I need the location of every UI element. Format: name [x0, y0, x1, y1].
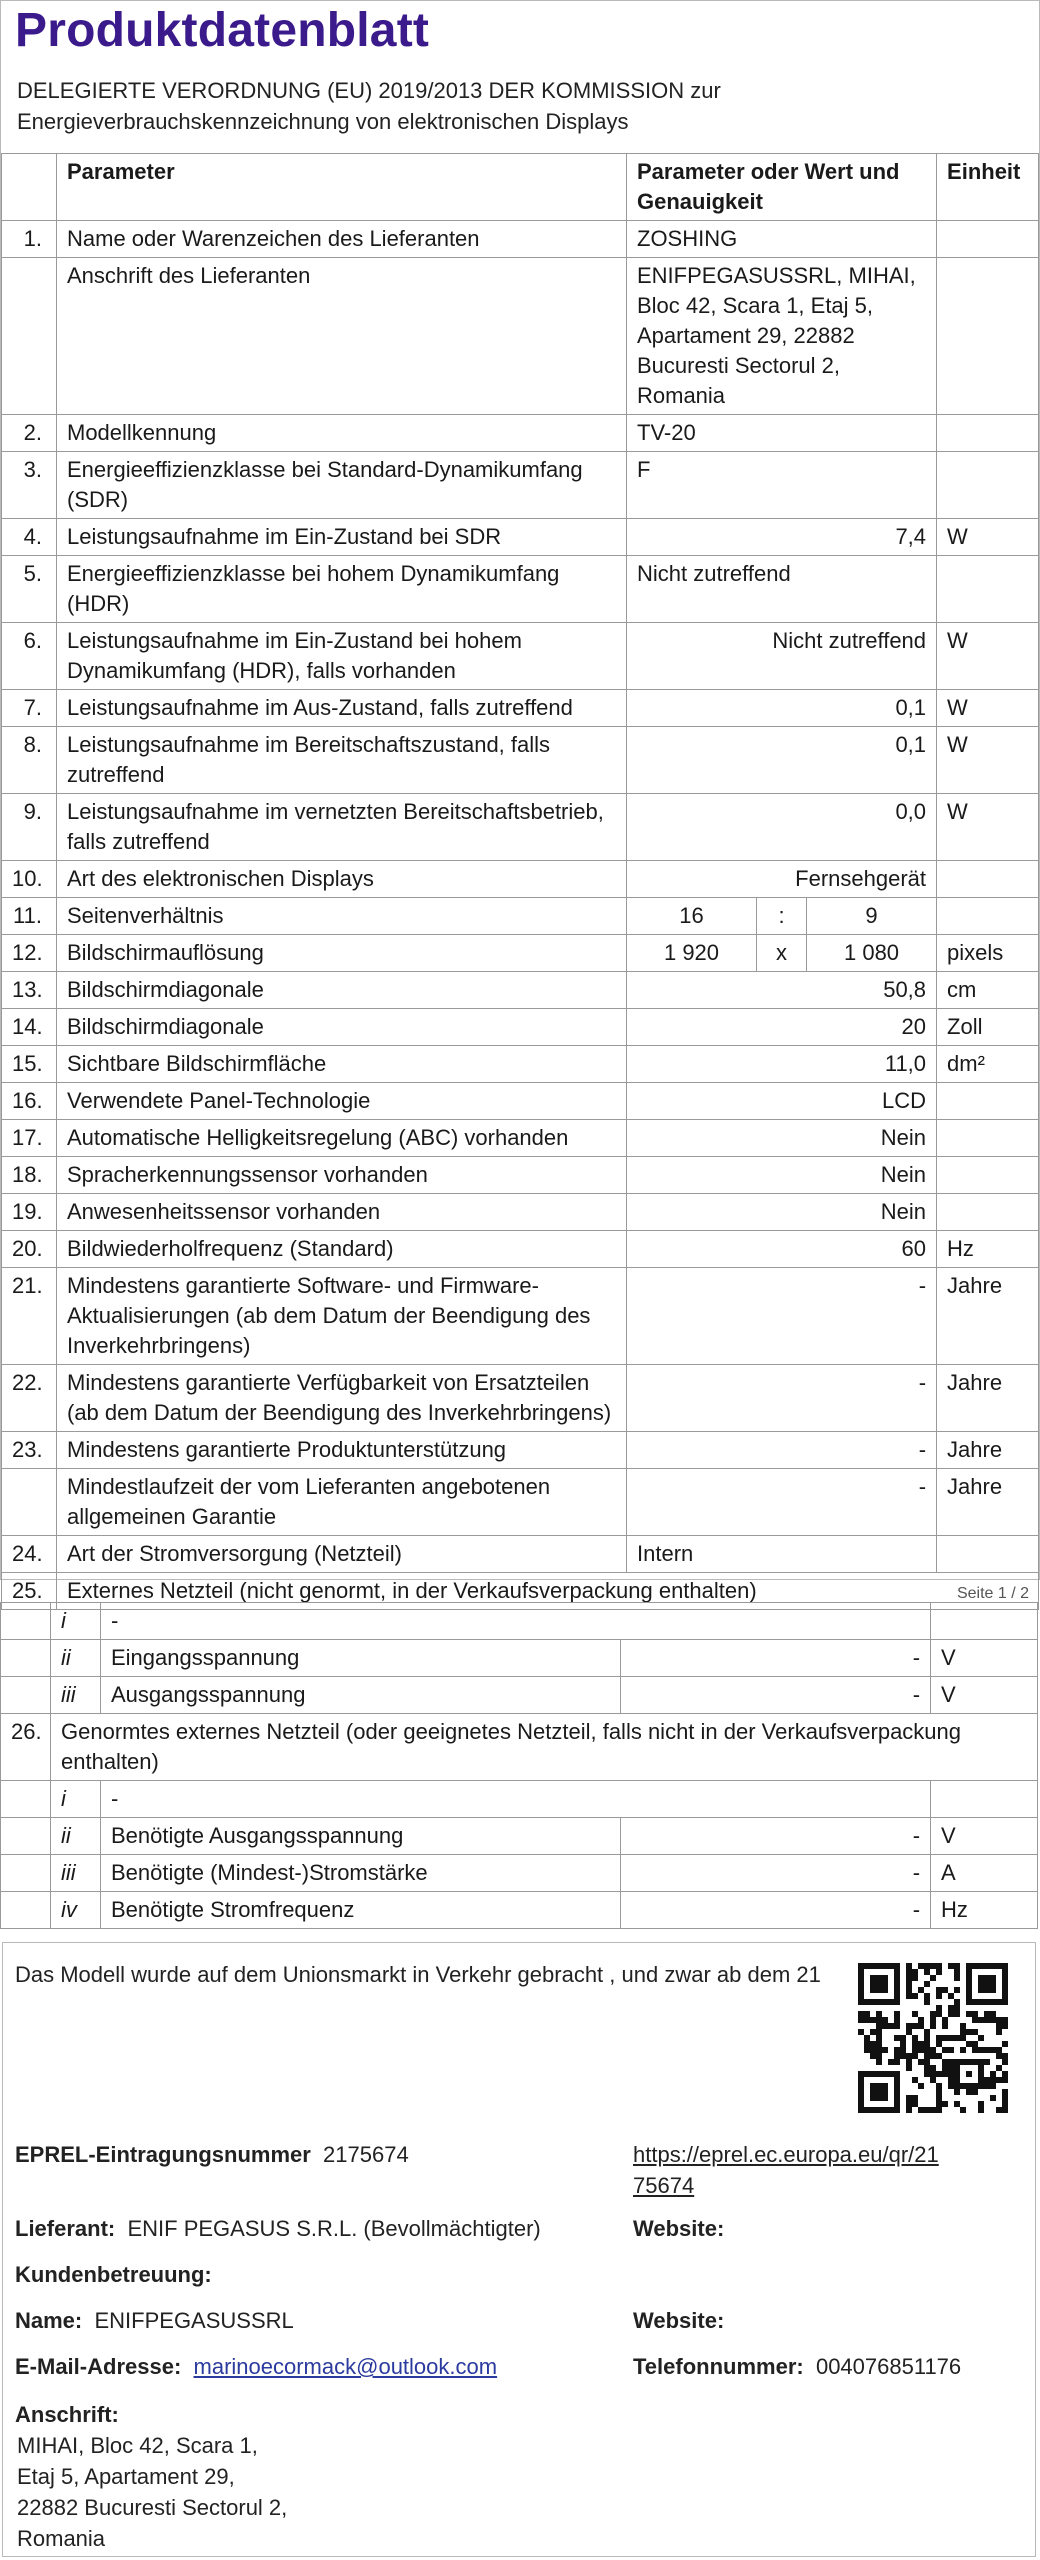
sub-row-index: iv — [51, 1892, 101, 1929]
table-row — [1, 1714, 1038, 1781]
sub-row-unit: Hz — [931, 1892, 1038, 1929]
header-value: Parameter oder Wert und Genauigkeit — [627, 154, 937, 221]
row-label: Art des elektronischen Displays — [57, 861, 627, 898]
row-value: Nein — [627, 1194, 937, 1231]
table-row — [2, 1365, 1039, 1432]
row-unit: Hz — [937, 1231, 1039, 1268]
row-number: 18. — [2, 1157, 57, 1194]
row-unit: W — [937, 690, 1039, 727]
row-number — [2, 1469, 57, 1536]
row-label: Art der Stromversorgung (Netzteil) — [57, 1536, 627, 1573]
table-row — [2, 1469, 1039, 1536]
row-unit — [937, 1194, 1039, 1231]
table-row — [2, 1046, 1039, 1083]
row-unit: W — [937, 794, 1039, 861]
sub-row-value: - — [621, 1677, 931, 1714]
row-value: 20 — [627, 1009, 937, 1046]
sub-row-label: - — [101, 1603, 931, 1640]
row-unit: Jahre — [937, 1432, 1039, 1469]
row-label: Energieeffizienzklasse bei hohem Dynamikumfang (HDR) — [57, 556, 627, 623]
website-label: Website: — [633, 2216, 725, 2241]
eprel-link[interactable]: https://eprel.ec.europa.eu/qr/21 75674 — [633, 2142, 939, 2198]
row-number: 5. — [2, 556, 57, 623]
sub-row — [1, 1640, 1038, 1677]
row-label: Automatische Helligkeitsregelung (ABC) vorhanden — [57, 1120, 627, 1157]
table-row — [2, 727, 1039, 794]
sub-row-spacer — [1, 1781, 51, 1818]
sub-row-index: ii — [51, 1818, 101, 1855]
table-row — [2, 1432, 1039, 1469]
row-unit — [937, 258, 1039, 415]
sub-row-spacer — [1, 1892, 51, 1929]
row-label: Anschrift des Lieferanten — [57, 258, 627, 415]
sub-row-unit: V — [931, 1677, 1038, 1714]
table-row — [2, 258, 1039, 415]
row-number: 20. — [2, 1231, 57, 1268]
sub-row-index: iii — [51, 1677, 101, 1714]
row-number: 4. — [2, 519, 57, 556]
table-row — [2, 935, 1039, 972]
row-label: Seitenverhältnis — [57, 898, 627, 935]
sub-row-unit: V — [931, 1818, 1038, 1855]
row-unit: cm — [937, 972, 1039, 1009]
ratio-a: 16 — [627, 898, 757, 935]
psu-sub-table — [0, 1602, 1038, 1929]
sub-row-spacer — [1, 1640, 51, 1677]
row-label: Energieeffizienzklasse bei Standard-Dynamikumfang (SDR) — [57, 452, 627, 519]
sub-row-label: Benötigte (Mindest-)Stromstärke — [101, 1855, 621, 1892]
row-value: 0,0 — [627, 794, 937, 861]
row-label: Anwesenheitssensor vorhanden — [57, 1194, 627, 1231]
sub-row-label: - — [101, 1781, 931, 1818]
row-label: Genormtes externes Netzteil (oder geeignetes Netzteil, falls nicht in der Verkaufsverpackung enthalten) — [51, 1714, 1038, 1781]
sub-row-index: iii — [51, 1855, 101, 1892]
qr-code-icon[interactable] — [858, 1963, 1008, 2113]
row-value: Nein — [627, 1120, 937, 1157]
row-unit — [937, 1120, 1039, 1157]
row-value: 0,1 — [627, 690, 937, 727]
row-value: 50,8 — [627, 972, 937, 1009]
row-value: Nicht zutreffend — [627, 623, 937, 690]
row-label: Verwendete Panel-Technologie — [57, 1083, 627, 1120]
supplier-line: Lieferant: ENIF PEGASUS S.R.L. (Bevollmächtigter) — [15, 2216, 541, 2241]
service-name: Name: ENIFPEGASUSSRL — [15, 2308, 294, 2333]
sub-row-index: i — [51, 1781, 101, 1818]
row-number: 8. — [2, 727, 57, 794]
row-unit: Jahre — [937, 1365, 1039, 1432]
row-number: 1. — [2, 221, 57, 258]
row-number: 6. — [2, 623, 57, 690]
row-label: Mindestlaufzeit der vom Lieferanten angebotenen allgemeinen Garantie — [57, 1469, 627, 1536]
row-number: 11. — [2, 898, 57, 935]
row-number: 26. — [1, 1714, 51, 1781]
row-number: 25. — [2, 1573, 57, 1610]
row-number: 23. — [2, 1432, 57, 1469]
row-unit: W — [937, 519, 1039, 556]
row-number: 9. — [2, 794, 57, 861]
sub-row — [1, 1603, 1038, 1640]
row-value: Nein — [627, 1157, 937, 1194]
row-unit — [937, 221, 1039, 258]
table-row — [2, 972, 1039, 1009]
header-parameter: Parameter — [57, 154, 627, 221]
row-number — [2, 258, 57, 415]
market-date-text: Das Modell wurde auf dem Unionsmarkt in Verkehr gebracht , und zwar ab dem 21 — [15, 1962, 821, 1987]
sub-row — [1, 1855, 1038, 1892]
table-row — [2, 1268, 1039, 1365]
row-unit — [937, 452, 1039, 519]
row-unit: dm² — [937, 1046, 1039, 1083]
row-unit: W — [937, 727, 1039, 794]
email-link[interactable]: marinoecormack@outlook.com — [193, 2354, 498, 2379]
row-label: Mindestens garantierte Software- und Firmware-Aktualisierungen (ab dem Datum der Beendigung des Inverkehrbringens) — [57, 1268, 627, 1365]
product-data-table — [1, 153, 1039, 1610]
row-value: - — [627, 1268, 937, 1365]
customer-service-heading: Kundenbetreuung: — [15, 2262, 212, 2287]
sub-row-spacer — [1, 1855, 51, 1892]
table-row — [2, 861, 1039, 898]
ratio-a: 1 920 — [627, 935, 757, 972]
row-label: Leistungsaufnahme im Bereitschaftszustand, falls zutreffend — [57, 727, 627, 794]
ratio-b: 9 — [807, 898, 937, 935]
row-label: Bildschirmdiagonale — [57, 1009, 627, 1046]
sub-row-label: Benötigte Stromfrequenz — [101, 1892, 621, 1929]
table-row — [2, 556, 1039, 623]
table-row — [2, 1083, 1039, 1120]
sub-row-unit — [931, 1781, 1038, 1818]
email-line: E-Mail-Adresse: marinoecormack@outlook.com — [15, 2354, 498, 2379]
row-value: Intern — [627, 1536, 937, 1573]
row-number: 12. — [2, 935, 57, 972]
table-row — [2, 1157, 1039, 1194]
row-label: Bildwiederholfrequenz (Standard) — [57, 1231, 627, 1268]
table-row — [2, 1194, 1039, 1231]
phone-line: Telefonnummer: 004076851176 — [633, 2354, 962, 2379]
row-label: Leistungsaufnahme im Aus-Zustand, falls zutreffend — [57, 690, 627, 727]
row-value: - — [627, 1365, 937, 1432]
sub-row — [1, 1781, 1038, 1818]
row-value: ZOSHING — [627, 221, 937, 258]
sub-row-unit: V — [931, 1640, 1038, 1677]
row-number: 14. — [2, 1009, 57, 1046]
row-number: 21. — [2, 1268, 57, 1365]
row-value: Nicht zutreffend — [627, 556, 937, 623]
row-number: 3. — [2, 452, 57, 519]
regulation-subtitle: DELEGIERTE VERORDNUNG (EU) 2019/2013 DER KOMMISSION zur Energieverbrauchskennzeichnung von elektronischen Displays — [17, 78, 721, 134]
row-number: 24. — [2, 1536, 57, 1573]
header-unit: Einheit — [937, 154, 1039, 221]
sub-row-value: - — [621, 1640, 931, 1677]
table-row — [2, 898, 1039, 935]
eprel-number: EPREL-Eintragungsnummer 2175674 — [15, 2142, 409, 2167]
sub-row-value: - — [621, 1855, 931, 1892]
row-label: Mindestens garantierte Produktunterstützung — [57, 1432, 627, 1469]
row-unit — [937, 556, 1039, 623]
row-value: LCD — [627, 1083, 937, 1120]
sub-row-unit: A — [931, 1855, 1038, 1892]
row-value: 60 — [627, 1231, 937, 1268]
row-value: ENIFPEGASUSSRL, MIHAI, Bloc 42, Scara 1, Etaj 5, Apartament 29, 22882 Bucuresti Sectorul 2, Romania — [627, 258, 937, 415]
row-label: Mindestens garantierte Verfügbarkeit von Ersatzteilen (ab dem Datum der Beendigung des Inverkehrbringens) — [57, 1365, 627, 1432]
sub-row — [1, 1892, 1038, 1929]
row-unit — [937, 1157, 1039, 1194]
table-row — [2, 1009, 1039, 1046]
page-number: Seite 1 / 2 — [956, 1585, 1029, 1602]
row-unit — [937, 1083, 1039, 1120]
row-label: Leistungsaufnahme im Ein-Zustand bei hohem Dynamikumfang (HDR), falls vorhanden — [57, 623, 627, 690]
row-label: Bildschirmdiagonale — [57, 972, 627, 1009]
row-number: 2. — [2, 415, 57, 452]
row-unit: Jahre — [937, 1268, 1039, 1365]
page-title: Produktdatenblatt — [15, 4, 430, 57]
ratio-separator: x — [757, 935, 807, 972]
table-row — [2, 623, 1039, 690]
row-label: Spracherkennungssensor vorhanden — [57, 1157, 627, 1194]
row-label: Leistungsaufnahme im Ein-Zustand bei SDR — [57, 519, 627, 556]
row-value: - — [627, 1469, 937, 1536]
row-value: - — [627, 1432, 937, 1469]
row-unit: pixels — [937, 935, 1039, 972]
sub-row-value: - — [621, 1892, 931, 1929]
sub-row-spacer — [1, 1677, 51, 1714]
row-value: Fernsehgerät — [627, 861, 937, 898]
row-unit: Zoll — [937, 1009, 1039, 1046]
row-value: 11,0 — [627, 1046, 937, 1083]
table-row — [2, 1231, 1039, 1268]
row-unit — [937, 861, 1039, 898]
table-row — [2, 690, 1039, 727]
table-row — [2, 221, 1039, 258]
row-unit — [937, 415, 1039, 452]
sub-row-label: Benötigte Ausgangsspannung — [101, 1818, 621, 1855]
sub-row-index: ii — [51, 1640, 101, 1677]
row-number: 10. — [2, 861, 57, 898]
row-value: F — [627, 452, 937, 519]
row-value: 7,4 — [627, 519, 937, 556]
ratio-separator: : — [757, 898, 807, 935]
table-row — [2, 415, 1039, 452]
sub-row — [1, 1818, 1038, 1855]
row-label: Bildschirmauflösung — [57, 935, 627, 972]
row-number: 13. — [2, 972, 57, 1009]
row-value: TV-20 — [627, 415, 937, 452]
sub-row-spacer — [1, 1603, 51, 1640]
row-number: 17. — [2, 1120, 57, 1157]
sub-row-label: Eingangsspannung — [101, 1640, 621, 1677]
website2-label: Website: — [633, 2308, 725, 2333]
table-row — [2, 794, 1039, 861]
row-unit — [937, 1536, 1039, 1573]
row-number: 15. — [2, 1046, 57, 1083]
table-row — [2, 1536, 1039, 1573]
sub-row-unit — [931, 1603, 1038, 1640]
row-number: 16. — [2, 1083, 57, 1120]
supplier-info-box — [2, 1942, 1036, 2557]
row-unit — [937, 898, 1039, 935]
address-heading: Anschrift: — [15, 2402, 119, 2427]
row-label: Sichtbare Bildschirmfläche — [57, 1046, 627, 1083]
table-header-row — [2, 154, 1039, 221]
sub-row-spacer — [1, 1818, 51, 1855]
sub-row-index: i — [51, 1603, 101, 1640]
row-number: 22. — [2, 1365, 57, 1432]
row-label: Leistungsaufnahme im vernetzten Bereitschaftsbetrieb, falls zutreffend — [57, 794, 627, 861]
row-number: 7. — [2, 690, 57, 727]
table-row — [2, 1120, 1039, 1157]
row-value: 0,1 — [627, 727, 937, 794]
row-label: Name oder Warenzeichen des Lieferanten — [57, 221, 627, 258]
sub-row — [1, 1677, 1038, 1714]
table-row — [2, 452, 1039, 519]
address-block: MIHAI, Bloc 42, Scara 1, Etaj 5, Apartament 29, 22882 Bucuresti Sectorul 2, Romania — [17, 2433, 288, 2551]
table-row — [2, 519, 1039, 556]
sub-row-label: Ausgangsspannung — [101, 1677, 621, 1714]
row-unit: Jahre — [937, 1469, 1039, 1536]
row-label: Externes Netzteil (nicht genormt, in der Verkaufsverpackung enthalten) — [57, 1573, 1039, 1610]
row-unit: W — [937, 623, 1039, 690]
row-label: Modellkennung — [57, 415, 627, 452]
row-number: 19. — [2, 1194, 57, 1231]
sub-row-value: - — [621, 1818, 931, 1855]
ratio-b: 1 080 — [807, 935, 937, 972]
